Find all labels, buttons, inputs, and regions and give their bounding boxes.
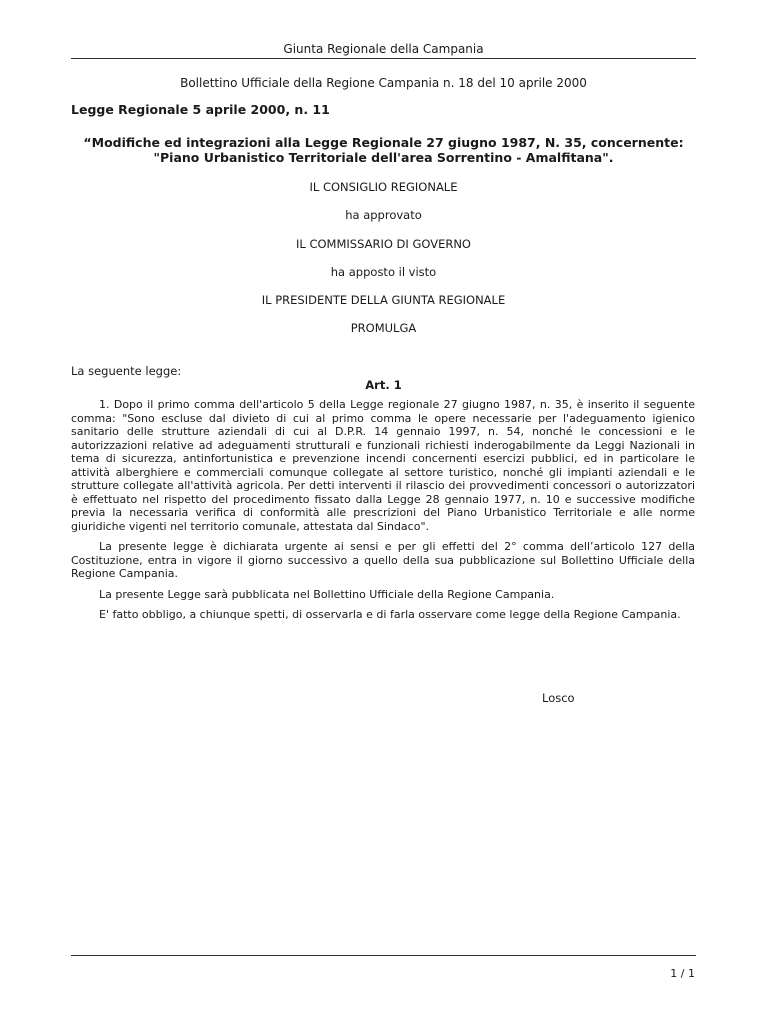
article-paragraph: 1. Dopo il primo comma dell'articolo 5 della Legge regionale 27 giugno 1987, n. 35, è inserito il seguente comma: "Sono escluse dal divieto di cui al primo comma le opere necessarie per l'adeguamento igienico sanitario delle strutture aziendali di cui al D.P.R. 14 gennaio 1997, n. 54, nonché le concessioni e le autorizzazioni relative ad adeguamenti strutturali e funzionali richiesti inderogabilmente da Leggi Nazionali in tema di sicurezza, antinfortunistica e prevenzione incendi concernenti esercizi pubblici, ed in particolare le attività alberghiere e commerciali comunque collegate al settore turistico, nonché gli impianti aziendali e le strutture collegate all'attività agricola. Per detti interventi il rilascio dei provvedimenti concessori o autorizzatori è effettuato nel rispetto del procedimento fissato dalla Legge 28 gennaio 1977, n. 10 e successive modifiche previa la necessaria verifica di conformità alle prescrizioni del Piano Urbanistico Territoriale e alle norme giuridiche vigenti nel territorio comunale, attestata dal Sindaco". — [71, 398, 695, 533]
running-header: Giunta Regionale della Campania — [283, 42, 484, 56]
law-title: Legge Regionale 5 aprile 2000, n. 11 — [71, 102, 330, 117]
intro-text: La seguente legge: — [71, 364, 182, 378]
article-paragraph: La presente Legge sarà pubblicata nel Bollettino Ufficiale della Regione Campania. — [99, 587, 555, 601]
signature: Losco — [542, 691, 575, 705]
preamble-president: IL PRESIDENTE DELLA GIUNTA REGIONALE — [261, 293, 506, 307]
article-paragraph: La presente legge è dichiarata urgente ai sensi e per gli effetti del 2° comma dell’articolo 127 della Costituzione, entra in vigore il giorno successivo a quello della sua pubblicazione sul Bollettino Ufficiale della Regione Campania. — [71, 540, 695, 580]
preamble-approved: ha approvato — [345, 208, 422, 222]
preamble-promulgates: PROMULGA — [350, 321, 417, 335]
page-number: 1 / 1 — [670, 967, 695, 980]
article-heading: Art. 1 — [365, 378, 402, 392]
header-rule — [71, 58, 696, 59]
article-body — [71, 398, 695, 629]
preamble-council: IL CONSIGLIO REGIONALE — [309, 180, 458, 194]
preamble-visa: ha apposto il visto — [330, 265, 437, 279]
law-subject — [71, 135, 696, 165]
footer-rule — [71, 955, 696, 956]
preamble-commissioner: IL COMMISSARIO DI GOVERNO — [296, 237, 471, 251]
article-paragraph: E' fatto obbligo, a chiunque spetti, di osservarla e di farla osservare come legge della Regione Campania. — [99, 608, 681, 621]
bulletin-reference: Bollettino Ufficiale della Regione Campania n. 18 del 10 aprile 2000 — [180, 76, 587, 90]
law-subject-line-1: “Modifiche ed integrazioni alla Legge Regionale 27 giugno 1987, N. 35, concernente: — [83, 135, 684, 150]
law-subject-line-2: "Piano Urbanistico Territoriale dell'area Sorrentino - Amalfitana". — [153, 150, 614, 165]
